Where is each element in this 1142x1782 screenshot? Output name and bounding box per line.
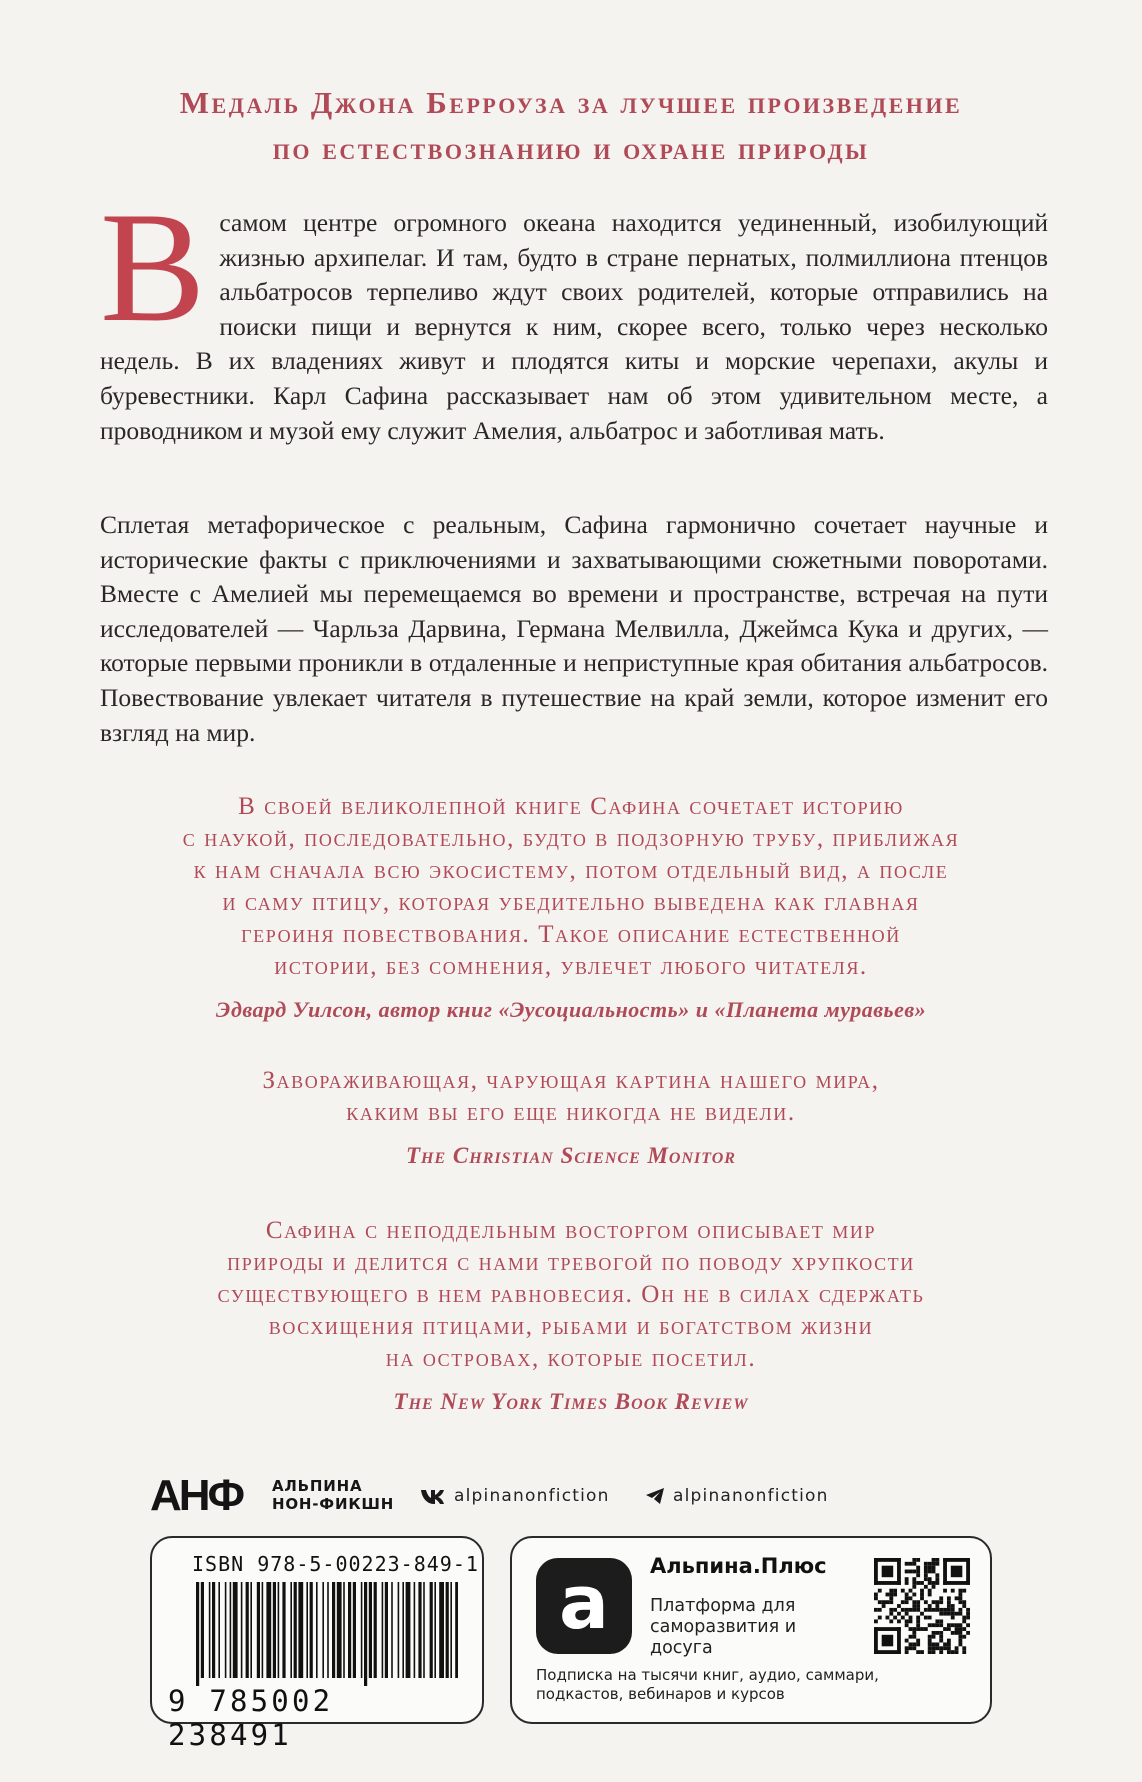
isbn-barcode-box bbox=[150, 1536, 484, 1752]
quote-line: каким вы его еще никогда не видели. bbox=[346, 1099, 796, 1126]
vk-icon bbox=[420, 1488, 446, 1504]
review-source-1: Эдвард Уилсон, автор книг «Эусоциальность» и «Планета муравьев» bbox=[215, 997, 927, 1022]
publisher-logo-mark: АНФ bbox=[150, 1471, 243, 1520]
quote-line: Завораживающая, чарующая картина нашего мира, bbox=[262, 1067, 880, 1094]
review-quote-1 bbox=[120, 791, 1022, 983]
quote-line: восхищения птицами, рыбами и богатством жизни bbox=[268, 1313, 874, 1340]
publisher-name-line-2: НОН-ФИКШН bbox=[272, 1495, 395, 1513]
paragraph-1-text: самом центре огромного океана находится уединенный, изобилующий жизнью архипелаг. И там, будто в стране пернатых, полмиллиона птенцов альбатросов терпеливо ждут своих родителей, которые отправились на поиски пищи и вернутся к ним, скорее всего, только через несколько недель. В их владениях живут и плодятся киты и морские черепахи, акулы и буревестники. Карл Сафина рассказывает нам об этом удивительном месте, а проводником и музой ему служит Амелия, альбатрос и заботливая мать. bbox=[100, 208, 1048, 445]
review-source-2: The Christian Science Monitor bbox=[406, 1143, 736, 1168]
quote-line: с наукой, последовательно, будто в подзорную трубу, приближая bbox=[182, 825, 960, 852]
telegram-handle: alpinanonfiction bbox=[673, 1486, 829, 1506]
qr-code-icon[interactable] bbox=[874, 1558, 970, 1654]
alpina-plus-box bbox=[510, 1536, 992, 1724]
award-line-1: Медаль Джона Берроуза за лучшее произведение bbox=[179, 85, 963, 120]
quote-line: к нам сначала всю экосистему, потом отдельный вид, а после bbox=[193, 857, 949, 884]
telegram-icon bbox=[645, 1487, 665, 1505]
alpina-plus-app-icon bbox=[536, 1558, 632, 1654]
publisher-name-line-1: АЛЬПИНА bbox=[272, 1477, 363, 1495]
alpina-plus-title: Альпина.Плюс bbox=[650, 1554, 827, 1578]
review-quote-3 bbox=[120, 1215, 1022, 1375]
description-paragraph-2: Сплетая метафорическое с реальным, Сафина гармонично сочетает научные и исторические факты с приключениями и захватывающими сюжетными поворотами. Вместе с Амелией мы перемещаемся во времени и пространстве, встречая на пути исследователей — Чарльза Дарвина, Германа Мелвилла, Джеймса Кука и других, — которые первыми проникли в отдаленные и неприступные края обитания альбатросов. Повествование увлекает читателя в путешествие на край земли, которое изменит его взгляд на мир. bbox=[100, 510, 1048, 747]
quote-line: В своей великолепной книге Сафина сочетает историю bbox=[238, 793, 904, 820]
barcode-image bbox=[196, 1582, 458, 1686]
publisher-row bbox=[150, 1471, 1050, 1520]
quote-line: на островах, которые посетил. bbox=[385, 1345, 757, 1372]
isbn-label: ISBN 978-5-00223-849-1 bbox=[192, 1552, 479, 1576]
vk-link[interactable] bbox=[420, 1484, 610, 1508]
quote-line: героиня повествования. Такое описание естественной bbox=[241, 921, 901, 948]
isbn-digits: 9 785002 238491 bbox=[168, 1684, 334, 1752]
review-quote-2 bbox=[120, 1065, 1022, 1129]
telegram-link[interactable] bbox=[645, 1484, 829, 1508]
quote-line: природы и делится с нами тревогой по поводу хрупкости bbox=[227, 1249, 915, 1276]
publisher-logo-text bbox=[272, 1477, 394, 1513]
drop-cap-letter: В bbox=[100, 180, 206, 355]
alpina-plus-footer: Подписка на тысячи книг, аудио, саммари, подкастов, вебинаров и курсов bbox=[536, 1666, 879, 1703]
vk-handle: alpinanonfiction bbox=[454, 1486, 610, 1506]
app-icon-letter: a bbox=[559, 1560, 609, 1646]
quote-line: существующего в нем равновесия. Он не в силах сдержать bbox=[217, 1281, 925, 1308]
quote-line: истории, без сомнения, увлечет любого читателя. bbox=[274, 953, 868, 980]
award-line-2: по естествознанию и охране природы bbox=[272, 131, 870, 166]
review-source-3: The New York Times Book Review bbox=[393, 1389, 749, 1414]
quote-line: и саму птицу, которая убедительно выведена как главная bbox=[222, 889, 920, 916]
award-heading bbox=[60, 80, 1082, 172]
alpina-plus-subtitle: Платформа для саморазвития и досуга bbox=[650, 1596, 797, 1658]
description-paragraph-1 bbox=[100, 180, 1048, 448]
quote-line: Сафина с неподдельным восторгом описывает мир bbox=[265, 1217, 877, 1244]
